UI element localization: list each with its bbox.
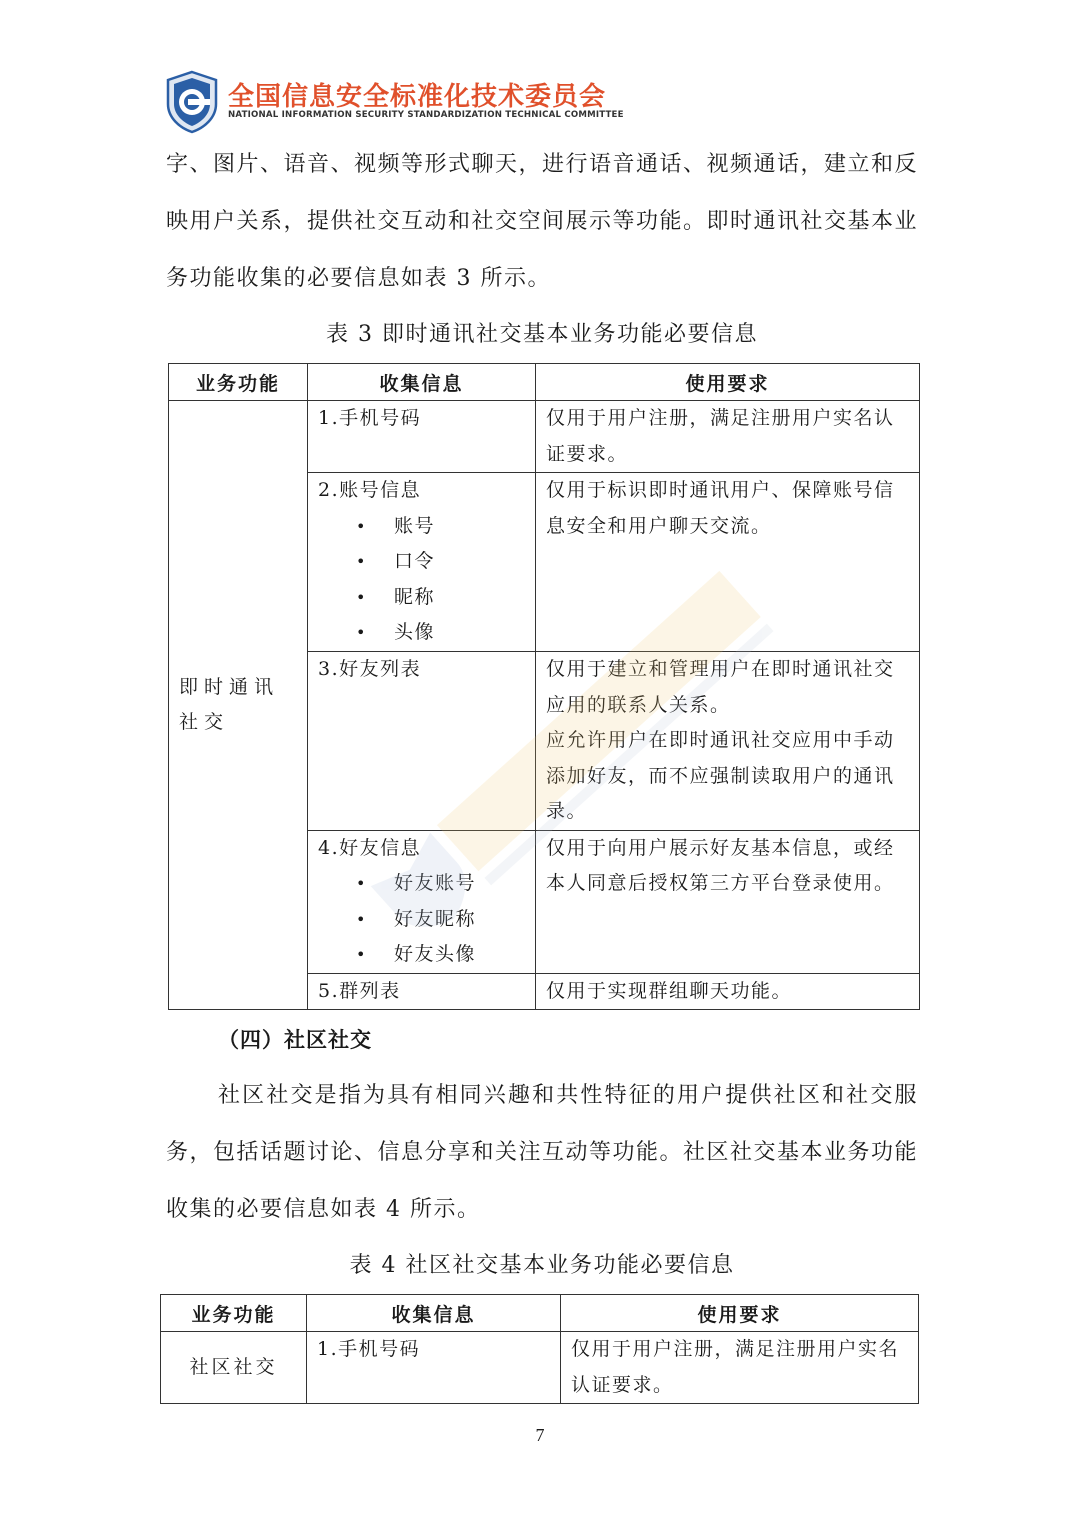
table-3 [168,363,920,1010]
info-cell [308,473,536,652]
table-row [169,401,920,473]
list-item: • 口令 [318,544,525,580]
requirement-cell: 仅用于用户注册，满足注册用户实名认证要求。 [561,1332,919,1404]
requirement-cell: 仅用于实现群组聊天功能。 [536,973,920,1010]
requirement-cell: 仅用于标识即时通讯用户、保障账号信息安全和用户聊天交流。 [536,473,920,652]
committee-logo-icon [166,70,218,134]
section4-heading: （四）社区社交 [218,1028,372,1052]
requirement-cell: 仅用于向用户展示好友基本信息，或经本人同意后授权第三方平台登录使用。 [536,830,920,973]
header-function: 业务功能 [169,364,308,401]
section4-paragraph: 社区社交是指为具有相同兴趣和共性特征的用户提供社区和社交服务，包括话题讨论、信息分享和关注互动等功能。社区社交基本业务功能收集的必要信息如表 4 所示。 [166,1083,919,1222]
requirement-cell [536,652,920,831]
list-item: • 头像 [318,615,525,651]
list-item: • 好友头像 [318,937,525,973]
requirement-line: 仅用于建立和管理用户在即时通讯社交应用的联系人关系。 [546,658,895,716]
info-cell: 5.群列表 [308,973,536,1010]
function-cell: 社区社交 [161,1332,307,1404]
list-item: • 好友账号 [318,866,525,902]
table3-caption: 表 3 即时通讯社交基本业务功能必要信息 [326,322,758,347]
requirement-cell: 仅用于用户注册，满足注册用户实名认证要求。 [536,401,920,473]
list-item: • 昵称 [318,580,525,616]
info-cell: 1.手机号码 [307,1332,561,1404]
info-bullet-list [318,509,525,651]
header-function: 业务功能 [161,1295,307,1332]
org-name-cn: 全国信息安全标准化技术委员会 [228,82,607,112]
header-info: 收集信息 [308,364,536,401]
info-cell: 3.好友列表 [308,652,536,831]
table4-caption: 表 4 社区社交基本业务功能必要信息 [349,1253,735,1278]
list-item: • 账号 [318,509,525,545]
info-cell [308,830,536,973]
page-number: 7 [535,1425,545,1445]
function-cell: 即时通讯社交 [169,401,308,1010]
document-header [166,70,646,136]
table-row [161,1332,919,1404]
table-4 [160,1294,919,1404]
info-cell: 1.手机号码 [308,401,536,473]
org-name-en: NATIONAL INFORMATION SECURITY STANDARDIZATION TECHNICAL COMMITTEE [228,110,624,120]
info-title: 4.好友信息 [318,836,422,859]
header-info: 收集信息 [307,1295,561,1332]
header-requirement: 使用要求 [536,364,920,401]
intro-paragraph: 字、图片、语音、视频等形式聊天，进行语音通话、视频通话，建立和反映用户关系，提供社交互动和社交空间展示等功能。即时通讯社交基本业务功能收集的必要信息如表 3 所示。 [166,152,919,291]
table-header-row [169,364,920,401]
list-item: • 好友昵称 [318,902,525,938]
header-requirement: 使用要求 [561,1295,919,1332]
table-header-row [161,1295,919,1332]
requirement-line: 应允许用户在即时通讯社交应用中手动添加好友，而不应强制读取用户的通讯录。 [546,729,895,822]
info-bullet-list [318,866,525,973]
info-title: 2.账号信息 [318,479,422,501]
